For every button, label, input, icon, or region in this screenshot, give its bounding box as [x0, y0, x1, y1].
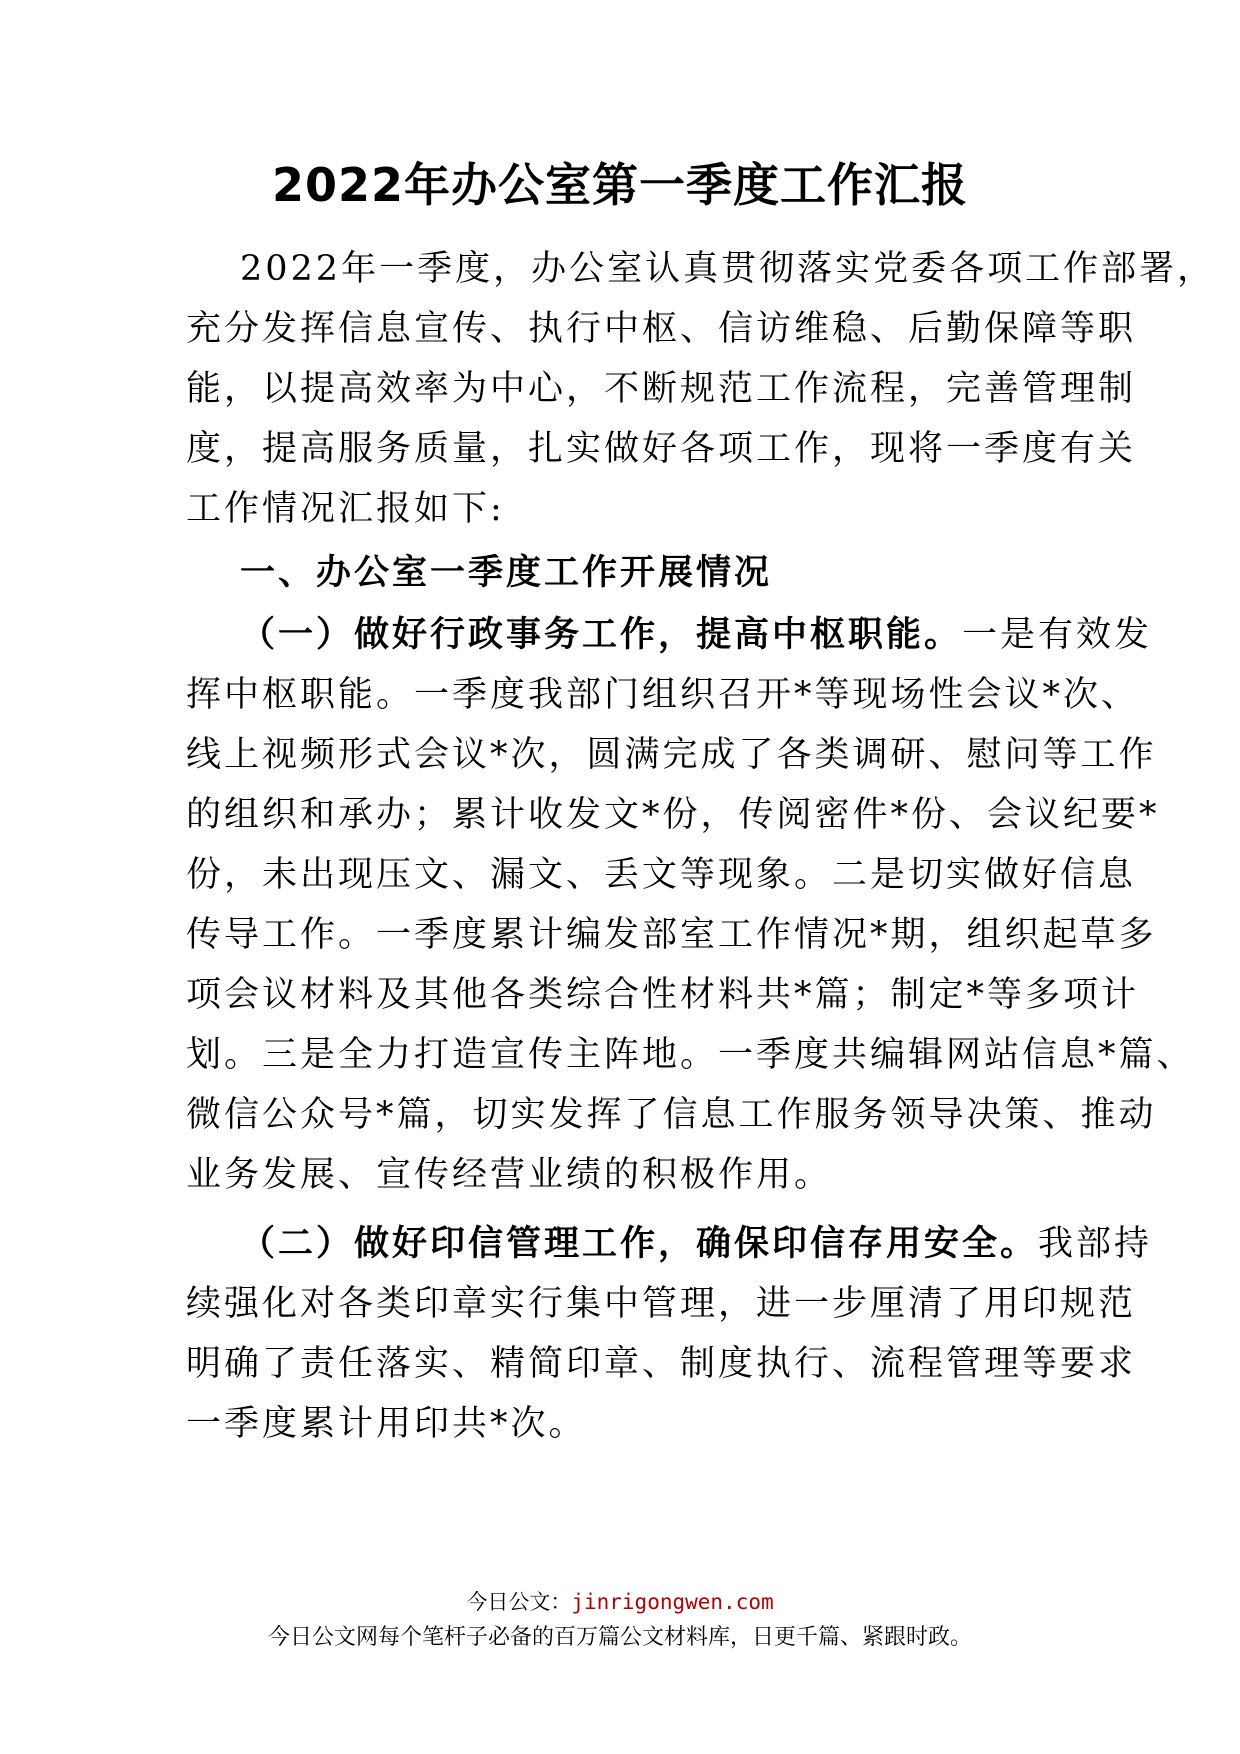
body-line: 挥中枢职能。一季度我部门组织召开*等现场性会议*次、 [186, 675, 1140, 715]
body-line: 线上视频形式会议*次，圆满完成了各类调研、慰问等工作 [186, 735, 1157, 775]
body-line: 份，未出现压文、漏文、丢文等现象。二是切实做好信息 [186, 855, 1137, 895]
subsection-2-heading: （二）做好印信管理工作，确保印信存用安全。 [240, 1224, 1039, 1264]
body-line: 的组织和承办；累计收发文*份，传阅密件*份、会议纪要* [186, 795, 1160, 835]
footer-url-link[interactable]: jinrigongwen.com [571, 1590, 774, 1614]
body-line: 项会议材料及其他各类综合性材料共*篇；制定*等多项计 [186, 975, 1140, 1015]
body-line: 明确了责任落实、精简印章、制度执行、流程管理等要求 [186, 1344, 1137, 1384]
section-heading: 一、办公室一季度工作开展情况 [240, 553, 773, 593]
intro-line: 2022年一季度，办公室认真贯彻落实党委各项工作部署， [240, 249, 1216, 289]
body-line: 续强化对各类印章实行集中管理，进一步厘清了用印规范 [186, 1284, 1137, 1324]
document-title: 2022年办公室第一季度工作汇报 [271, 158, 969, 212]
body-line: 划。三是全力打造宣传主阵地。一季度共编辑网站信息*篇、 [186, 1035, 1195, 1075]
subsection-2-first-text: 我部持 [1038, 1224, 1153, 1264]
intro-line: 能，以提高效率为中心，不断规范工作流程，完善管理制 [186, 369, 1137, 409]
footer-source [0, 1587, 1240, 1617]
footer-label: 今日公文： [466, 1590, 572, 1614]
body-line: 业务发展、宣传经营业绩的积极作用。 [186, 1155, 833, 1195]
subsection-1-first-text: 一是有效发 [962, 615, 1153, 655]
body-line: 一季度累计用印共*次。 [186, 1404, 587, 1444]
subsection-1-first-line [240, 605, 1153, 665]
intro-line: 充分发挥信息宣传、执行中枢、信访维稳、后勤保障等职 [186, 309, 1137, 349]
footer-slogan: 今日公文网每个笔杆子必备的百万篇公文材料库，日更千篇、紧跟时政。 [267, 1625, 972, 1650]
body-line: 传导工作。一季度累计编发部室工作情况*期，组织起草多 [186, 915, 1157, 955]
subsection-1-heading: （一）做好行政事务工作，提高中枢职能。 [240, 615, 963, 655]
intro-line: 工作情况汇报如下: [186, 489, 505, 529]
body-line: 微信公众号*篇，切实发挥了信息工作服务领导决策、推动 [186, 1095, 1157, 1135]
intro-line: 度，提高服务质量，扎实做好各项工作，现将一季度有关 [186, 429, 1137, 469]
subsection-2-first-line [240, 1214, 1153, 1274]
